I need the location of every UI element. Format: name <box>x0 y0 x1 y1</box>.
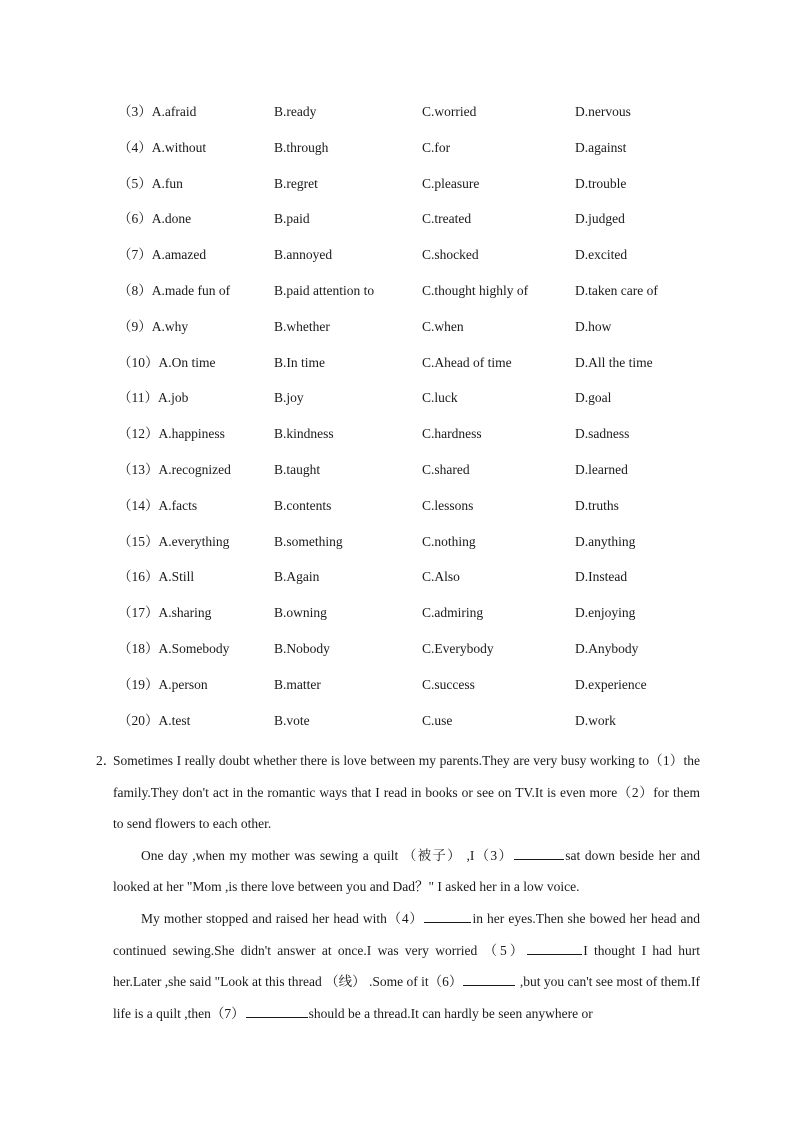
option-text: D.sadness <box>575 426 630 442</box>
option-text: C.luck <box>422 390 458 406</box>
option-text: C.for <box>422 139 451 155</box>
option-a[interactable] <box>118 496 197 516</box>
option-b[interactable] <box>274 281 374 301</box>
option-number: （15） <box>118 533 159 549</box>
option-text: D.enjoying <box>575 605 636 621</box>
option-text: B.matter <box>274 676 321 692</box>
option-b[interactable] <box>274 353 325 373</box>
option-a[interactable] <box>118 138 206 158</box>
option-d[interactable] <box>575 353 653 373</box>
paragraph-text: in her eyes.Then she bowed her head and continued sewing.She didn't answer at once.I was very worried （5） <box>113 910 701 958</box>
option-text: D.excited <box>575 247 628 263</box>
paragraph-text: I thought I had hurt her.Later ,she said "Look at this thread （线） .Some of it（6） <box>113 942 700 990</box>
option-text: A.recognized <box>158 461 231 477</box>
option-text: B.kindness <box>274 426 334 442</box>
question-2-intro <box>96 745 700 840</box>
option-text: A.afraid <box>151 104 197 119</box>
option-d[interactable] <box>575 317 611 337</box>
option-row <box>118 460 718 496</box>
option-row <box>118 711 718 747</box>
option-text: C.shocked <box>422 247 479 263</box>
paragraph-2 <box>96 840 700 903</box>
intro-text: Sometimes I really doubt whether there is love between my parents.They are very busy working to（1）the family.They don't act in the romantic ways that I read in books or see on TV.It is even more（2）for them to send flowers to each other. <box>113 753 700 832</box>
option-b[interactable] <box>274 174 318 194</box>
option-c[interactable] <box>422 174 479 194</box>
option-d[interactable] <box>575 174 626 194</box>
option-a[interactable] <box>118 245 206 265</box>
option-c[interactable] <box>422 639 494 659</box>
option-text: B.ready <box>274 104 317 119</box>
option-text: D.truths <box>575 497 619 513</box>
option-text: A.person <box>158 676 208 692</box>
option-c[interactable] <box>422 424 482 444</box>
option-number: （17） <box>118 605 159 621</box>
answer-blank-7[interactable] <box>246 1003 308 1018</box>
option-text: C.Ahead of time <box>422 354 512 370</box>
option-number: （3） <box>118 104 152 119</box>
option-text: C.pleasure <box>422 175 480 191</box>
option-text: D.Anybody <box>575 640 639 656</box>
option-text: C.Everybody <box>422 640 494 656</box>
option-number: （7） <box>118 247 152 263</box>
option-number: （8） <box>118 282 152 298</box>
option-a[interactable] <box>118 460 231 480</box>
option-d[interactable] <box>575 424 629 444</box>
option-text: B.through <box>274 139 329 155</box>
option-text: C.nothing <box>422 533 476 549</box>
option-c[interactable] <box>422 603 483 623</box>
option-text: B.Again <box>274 569 320 585</box>
option-text: B.taught <box>274 461 321 477</box>
option-text: D.anything <box>575 533 636 549</box>
option-text: D.goal <box>575 390 612 406</box>
option-row <box>118 603 718 639</box>
option-d[interactable] <box>575 567 627 587</box>
option-a[interactable] <box>118 102 196 122</box>
paragraph-text: ,but you can't see most of them.If life is a quilt ,then（7） <box>113 974 700 1021</box>
option-d[interactable] <box>575 281 658 301</box>
option-a[interactable] <box>118 174 183 194</box>
option-text: D.trouble <box>575 175 627 191</box>
option-c[interactable] <box>422 317 464 337</box>
paragraph-text: sat down beside her and looked at her "Mom ,is there love between you and Dad？" I asked her in a low voice. <box>113 847 700 895</box>
answer-blank-6[interactable] <box>463 971 515 986</box>
option-b[interactable] <box>274 711 310 731</box>
option-b[interactable] <box>274 388 304 408</box>
option-text: C.treated <box>422 211 472 227</box>
option-a[interactable] <box>118 388 188 408</box>
option-text: B.whether <box>274 318 330 334</box>
option-a[interactable] <box>118 281 230 301</box>
option-number: （18） <box>118 640 159 656</box>
option-b[interactable] <box>274 532 343 552</box>
option-d[interactable] <box>575 603 635 623</box>
option-text: B.regret <box>274 175 318 191</box>
option-number: （4） <box>118 139 152 155</box>
option-a[interactable] <box>118 603 211 623</box>
option-text: C.shared <box>422 461 470 477</box>
option-text: C.lessons <box>422 497 474 513</box>
option-number: （14） <box>118 497 159 513</box>
option-number: （19） <box>118 676 159 692</box>
option-number: （9） <box>118 318 152 334</box>
option-a[interactable] <box>118 639 229 659</box>
option-text: A.Still <box>158 569 195 585</box>
option-text: B.In time <box>274 354 325 370</box>
option-row <box>118 567 718 603</box>
option-d[interactable] <box>575 245 627 265</box>
option-a[interactable] <box>118 209 191 229</box>
answer-options-list <box>118 102 718 746</box>
option-c[interactable] <box>422 496 473 516</box>
option-number: （6） <box>118 211 152 227</box>
option-d[interactable] <box>575 209 625 229</box>
option-text: A.facts <box>158 497 198 513</box>
option-c[interactable] <box>422 245 479 265</box>
question-number: 2． <box>96 753 117 768</box>
option-text: D.experience <box>575 676 647 692</box>
option-c[interactable] <box>422 281 528 301</box>
option-row <box>118 675 718 711</box>
option-text: C.admiring <box>422 605 484 621</box>
option-a[interactable] <box>118 675 208 695</box>
option-c[interactable] <box>422 102 476 122</box>
option-row <box>118 317 718 353</box>
option-text: A.without <box>151 139 207 155</box>
option-number: （16） <box>118 569 159 585</box>
option-b[interactable] <box>274 138 328 158</box>
option-text: A.why <box>151 318 189 334</box>
option-text: A.test <box>158 712 191 728</box>
answer-blank-5[interactable] <box>527 940 582 955</box>
option-d[interactable] <box>575 675 647 695</box>
option-text: D.work <box>575 712 616 728</box>
question-2-passage <box>96 745 700 1029</box>
option-text: B.contents <box>274 497 332 513</box>
option-a[interactable] <box>118 424 225 444</box>
option-d[interactable] <box>575 138 626 158</box>
option-d[interactable] <box>575 532 635 552</box>
option-row <box>118 353 718 389</box>
answer-blank-3[interactable] <box>514 845 564 860</box>
option-text: B.joy <box>274 390 304 406</box>
option-row <box>118 209 718 245</box>
option-text: D.learned <box>575 461 628 477</box>
option-text: B.annoyed <box>274 247 333 263</box>
paragraph-text: My mother stopped and raised her head with（4） <box>141 910 424 926</box>
option-c[interactable] <box>422 209 471 229</box>
option-a[interactable] <box>118 567 194 587</box>
option-text: A.made fun of <box>151 282 231 298</box>
paragraph-text: should be a thread.It can hardly be seen anywhere or <box>308 1005 593 1021</box>
option-row <box>118 102 718 138</box>
option-a[interactable] <box>118 532 229 552</box>
option-row <box>118 245 718 281</box>
option-d[interactable] <box>575 460 628 480</box>
option-b[interactable] <box>274 102 316 122</box>
option-d[interactable] <box>575 639 638 659</box>
option-c[interactable] <box>422 353 512 373</box>
option-b[interactable] <box>274 603 327 623</box>
option-c[interactable] <box>422 532 476 552</box>
option-number: （13） <box>118 461 159 477</box>
option-text: C.worried <box>422 104 477 119</box>
option-text: B.vote <box>274 712 310 728</box>
option-text: D.judged <box>575 211 625 227</box>
option-b[interactable] <box>274 209 310 229</box>
option-c[interactable] <box>422 675 475 695</box>
option-row <box>118 281 718 317</box>
option-text: C.hardness <box>422 426 482 442</box>
paragraph-3 <box>96 903 700 1029</box>
option-b[interactable] <box>274 675 321 695</box>
option-d[interactable] <box>575 388 611 408</box>
option-text: A.On time <box>158 354 216 370</box>
option-row <box>118 388 718 424</box>
option-number: （20） <box>118 712 159 728</box>
option-b[interactable] <box>274 639 330 659</box>
option-number: （11） <box>118 390 158 406</box>
option-text: C.thought highly of <box>422 282 529 298</box>
option-row <box>118 174 718 210</box>
option-text: A.fun <box>151 175 183 191</box>
option-row <box>118 138 718 174</box>
option-text: D.Instead <box>575 569 628 585</box>
option-b[interactable] <box>274 245 332 265</box>
option-b[interactable] <box>274 317 330 337</box>
option-row <box>118 496 718 532</box>
option-number: （5） <box>118 175 152 191</box>
option-number: （12） <box>118 426 159 442</box>
option-c[interactable] <box>422 711 452 731</box>
option-text: B.paid attention to <box>274 282 375 298</box>
option-text: C.when <box>422 318 464 334</box>
option-b[interactable] <box>274 496 331 516</box>
option-text: A.amazed <box>151 247 207 263</box>
option-text: B.Nobody <box>274 640 330 656</box>
option-text: D.nervous <box>575 104 631 119</box>
option-c[interactable] <box>422 388 458 408</box>
option-row <box>118 639 718 675</box>
option-text: D.All the time <box>575 354 653 370</box>
option-b[interactable] <box>274 567 319 587</box>
option-text: C.Also <box>422 569 460 585</box>
option-b[interactable] <box>274 460 320 480</box>
option-text: B.owning <box>274 605 327 621</box>
option-d[interactable] <box>575 711 616 731</box>
option-c[interactable] <box>422 567 460 587</box>
option-text: A.job <box>158 390 189 406</box>
option-number: （10） <box>118 354 159 370</box>
option-text: A.done <box>151 211 192 227</box>
answer-blank-4[interactable] <box>424 908 471 923</box>
option-c[interactable] <box>422 460 470 480</box>
option-text: B.paid <box>274 211 310 227</box>
option-text: A.sharing <box>158 605 212 621</box>
paragraph-text: One day ,when my mother was sewing a quilt （被子） ,I（3） <box>141 847 514 863</box>
option-a[interactable] <box>118 317 188 337</box>
option-text: D.against <box>575 139 627 155</box>
option-b[interactable] <box>274 424 334 444</box>
option-c[interactable] <box>422 138 450 158</box>
option-a[interactable] <box>118 353 216 373</box>
option-d[interactable] <box>575 496 619 516</box>
option-text: D.how <box>575 318 612 334</box>
option-row <box>118 424 718 460</box>
option-text: C.use <box>422 712 453 728</box>
option-text: A.happiness <box>158 426 225 442</box>
option-text: D.taken care of <box>575 282 658 298</box>
option-row <box>118 532 718 568</box>
option-text: B.something <box>274 533 343 549</box>
option-text: C.success <box>422 676 475 692</box>
option-d[interactable] <box>575 102 631 122</box>
option-a[interactable] <box>118 711 190 731</box>
option-text: A.everything <box>158 533 230 549</box>
option-text: A.Somebody <box>158 640 230 656</box>
